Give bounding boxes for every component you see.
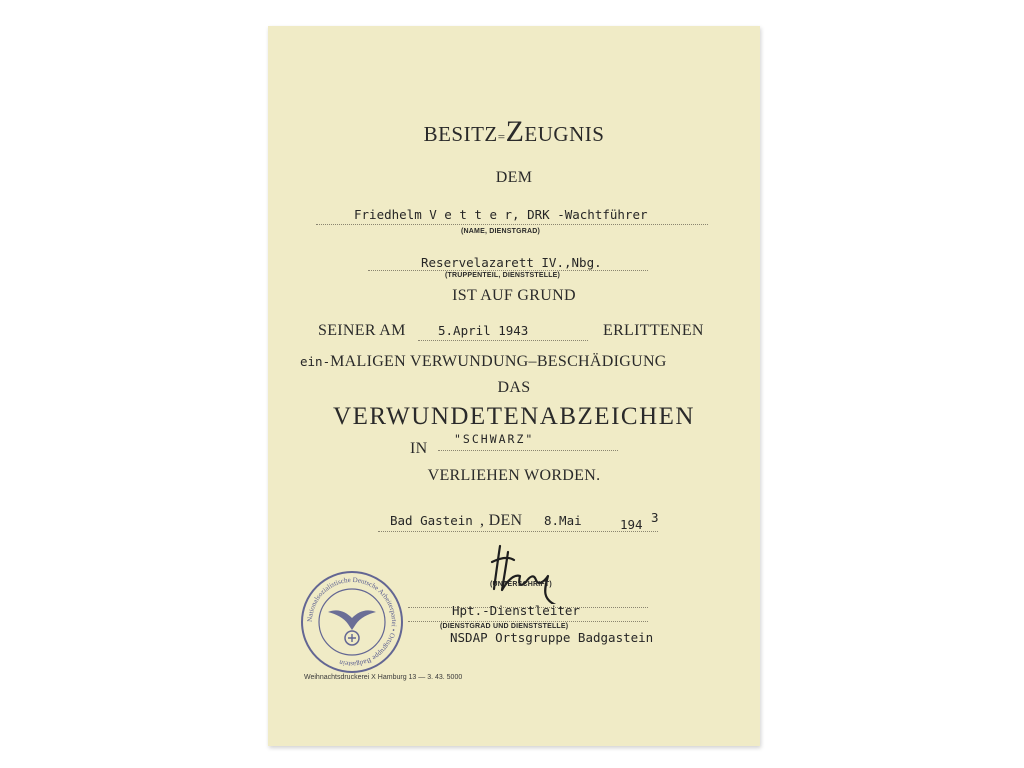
ist-auf-grund-text: IST AUF GRUND xyxy=(452,287,576,304)
signer-rank: Hpt.-Dienstleiter xyxy=(452,603,580,618)
signature-caption: (UNTERSCHRIFT) xyxy=(490,581,552,588)
rank-caption: (DIENSTGRAD UND DIENSTSTELLE) xyxy=(440,623,569,630)
den-text: , DEN xyxy=(480,512,523,529)
award-grade: "SCHWARZ" xyxy=(454,432,535,446)
unit-dotted-line xyxy=(368,270,648,271)
svg-text:Nationalsozialistische Deutsch: Nationalsozialistische Deutsche Arbeiterpartei • Ortsgruppe Badgastein xyxy=(305,575,399,669)
verliehen-text: VERLIEHEN WORDEN. xyxy=(427,467,601,484)
handwritten-signature xyxy=(478,534,568,604)
in-text: IN xyxy=(410,440,428,457)
name-caption: (NAME, DIENSTGRAD) xyxy=(461,228,541,235)
recipient-name: Friedhelm V e t t e r, DRK -Wachtführer xyxy=(354,207,648,222)
title-part2: EUGNIS xyxy=(524,122,605,146)
certificate-title xyxy=(268,115,760,149)
party-seal-stamp xyxy=(298,568,406,676)
wound-date: 5.April 1943 xyxy=(438,323,529,338)
unit-caption: (TRUPPENTEIL, DIENSTSTELLE) xyxy=(445,272,561,279)
name-dotted-line xyxy=(316,224,708,225)
erlittenen-text: ERLITTENEN xyxy=(603,322,704,339)
issue-year-digit: 3 xyxy=(651,510,659,525)
rank-dotted-line xyxy=(408,621,648,622)
wound-line xyxy=(300,353,667,371)
title-dash: = xyxy=(497,129,506,144)
date-dotted-line xyxy=(418,340,588,341)
certificate-document xyxy=(268,26,760,746)
wound-count: ein- xyxy=(300,354,331,369)
dem-label: DEM xyxy=(495,169,533,186)
wound-line-text: MALIGEN VERWUNDUNG–BESCHÄDIGUNG xyxy=(330,353,667,370)
recipient-unit: Reservelazarett IV.,Nbg. xyxy=(421,255,602,270)
place-dotted-line xyxy=(378,531,658,532)
signer-office: NSDAP Ortsgruppe Badgastein xyxy=(450,630,654,645)
grade-dotted-line xyxy=(438,450,618,451)
seiner-am-text: SEINER AM xyxy=(318,322,406,339)
title-z: Z xyxy=(505,115,525,148)
das-text: DAS xyxy=(497,379,531,396)
award-name: VERWUNDETENABZEICHEN xyxy=(333,403,695,430)
title-part1: BESITZ xyxy=(423,122,498,146)
issue-year-prefix: 194 xyxy=(620,517,643,532)
printer-imprint: Weihnachtsdruckerei X Hamburg 13 — 3. 43. 5000 xyxy=(304,674,463,681)
issue-place: Bad Gastein xyxy=(390,513,473,528)
issue-day: 8.Mai xyxy=(544,513,582,528)
